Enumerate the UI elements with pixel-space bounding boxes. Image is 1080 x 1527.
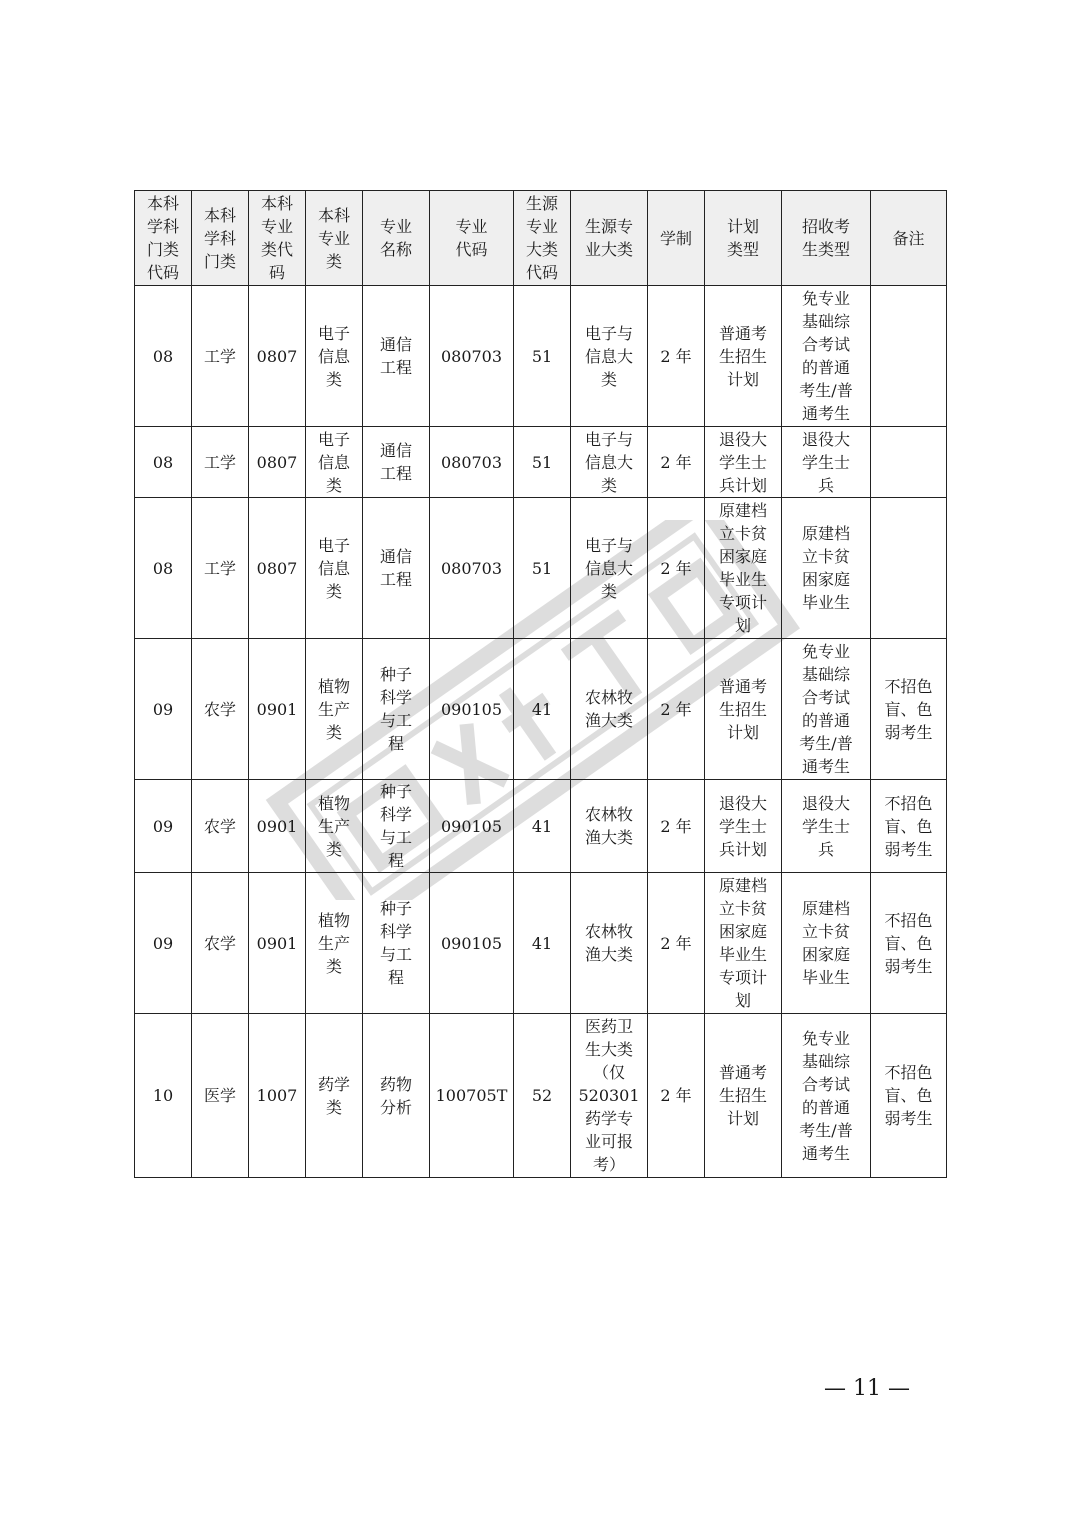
table-cell: 退役大 学生士 兵 <box>782 780 871 873</box>
table-cell: 1007 <box>249 1014 306 1178</box>
table-cell: 09 <box>135 639 192 780</box>
table-cell: 农学 <box>192 639 249 780</box>
table-cell: 植物 生产 类 <box>306 873 363 1014</box>
table-cell <box>871 427 947 498</box>
table-cell: 0807 <box>249 286 306 427</box>
header-class: 本科 专业 类 <box>306 191 363 286</box>
table-cell: 不招色 盲、色 弱考生 <box>871 1014 947 1178</box>
table-cell: 2 年 <box>648 1014 705 1178</box>
table-cell: 药物 分析 <box>363 1014 430 1178</box>
table-cell: 电子与 信息大 类 <box>571 286 648 427</box>
table-cell: 08 <box>135 286 192 427</box>
table-cell: 10 <box>135 1014 192 1178</box>
table-cell: 种子 科学 与工 程 <box>363 639 430 780</box>
table-cell <box>871 286 947 427</box>
table-cell: 电子与 信息大 类 <box>571 427 648 498</box>
table-cell: 09 <box>135 873 192 1014</box>
table-cell: 原建档 立卡贫 困家庭 毕业生 <box>782 498 871 639</box>
header-major-code: 专业 代码 <box>430 191 514 286</box>
table-cell: 免专业 基础综 合考试 的普通 考生/普 通考生 <box>782 639 871 780</box>
table-cell: 农林牧 渔大类 <box>571 639 648 780</box>
table-row <box>135 498 947 639</box>
table-cell: 退役大 学生士 兵计划 <box>705 780 782 873</box>
table-cell: 09 <box>135 780 192 873</box>
table-cell: 08 <box>135 498 192 639</box>
table-row <box>135 1014 947 1178</box>
table-cell: 农林牧 渔大类 <box>571 873 648 1014</box>
table-cell: 2 年 <box>648 780 705 873</box>
table-cell: 农林牧 渔大类 <box>571 780 648 873</box>
table-cell: 080703 <box>430 286 514 427</box>
table-cell: 不招色 盲、色 弱考生 <box>871 639 947 780</box>
table-cell: 不招色 盲、色 弱考生 <box>871 780 947 873</box>
table-cell: 2 年 <box>648 498 705 639</box>
table-row <box>135 780 947 873</box>
table-cell: 51 <box>514 427 571 498</box>
table-cell: 通信 工程 <box>363 286 430 427</box>
table-cell: 种子 科学 与工 程 <box>363 873 430 1014</box>
table-cell: 退役大 学生士 兵计划 <box>705 427 782 498</box>
table-cell: 2 年 <box>648 427 705 498</box>
table-cell: 不招色 盲、色 弱考生 <box>871 873 947 1014</box>
table-cell: 植物 生产 类 <box>306 780 363 873</box>
table-cell: 普通考 生招生 计划 <box>705 1014 782 1178</box>
table-cell: 植物 生产 类 <box>306 639 363 780</box>
table-cell: 090105 <box>430 873 514 1014</box>
table-cell: 52 <box>514 1014 571 1178</box>
table-cell: 工学 <box>192 498 249 639</box>
table-cell <box>871 498 947 639</box>
table-cell: 0901 <box>249 873 306 1014</box>
table-cell: 种子 科学 与工 程 <box>363 780 430 873</box>
table-cell: 51 <box>514 498 571 639</box>
header-category: 本科 学科 门类 <box>192 191 249 286</box>
table-cell: 2 年 <box>648 286 705 427</box>
header-duration: 学制 <box>648 191 705 286</box>
table-cell: 100705T <box>430 1014 514 1178</box>
table-cell: 080703 <box>430 427 514 498</box>
table-cell: 通信 工程 <box>363 498 430 639</box>
page-number: — 11 — <box>824 1376 910 1401</box>
table-cell: 090105 <box>430 639 514 780</box>
table-cell: 0807 <box>249 427 306 498</box>
table-cell: 免专业 基础综 合考试 的普通 考生/普 通考生 <box>782 1014 871 1178</box>
table-cell: 41 <box>514 780 571 873</box>
header-class-code: 本科 专业 类代 码 <box>249 191 306 286</box>
table-cell: 2 年 <box>648 639 705 780</box>
table-cell: 电子与 信息大 类 <box>571 498 648 639</box>
header-major-name: 专业 名称 <box>363 191 430 286</box>
table-cell: 41 <box>514 873 571 1014</box>
table-cell: 普通考 生招生 计划 <box>705 286 782 427</box>
table-cell: 0901 <box>249 780 306 873</box>
table-cell: 电子 信息 类 <box>306 286 363 427</box>
table-cell: 电子 信息 类 <box>306 498 363 639</box>
header-source-category: 生源专 业大类 <box>571 191 648 286</box>
header-category-code: 本科 学科 门类 代码 <box>135 191 192 286</box>
table-row <box>135 639 947 780</box>
header-student-type: 招收考 生类型 <box>782 191 871 286</box>
table-header-row <box>135 191 947 286</box>
table-cell: 0807 <box>249 498 306 639</box>
table-cell: 090105 <box>430 780 514 873</box>
table-cell: 农学 <box>192 873 249 1014</box>
table-cell: 51 <box>514 286 571 427</box>
table-row <box>135 873 947 1014</box>
table-cell: 农学 <box>192 780 249 873</box>
table-cell: 0901 <box>249 639 306 780</box>
table-cell: 退役大 学生士 兵 <box>782 427 871 498</box>
table-cell: 2 年 <box>648 873 705 1014</box>
table-cell: 医药卫 生大类 （仅 520301 药学专 业可报 考） <box>571 1014 648 1178</box>
enrollment-plan-table <box>134 190 947 1178</box>
table-cell: 41 <box>514 639 571 780</box>
table-cell: 08 <box>135 427 192 498</box>
table-cell: 080703 <box>430 498 514 639</box>
table-row <box>135 427 947 498</box>
header-remarks: 备注 <box>871 191 947 286</box>
table-cell: 电子 信息 类 <box>306 427 363 498</box>
table-cell: 免专业 基础综 合考试 的普通 考生/普 通考生 <box>782 286 871 427</box>
table-cell: 工学 <box>192 427 249 498</box>
table-cell: 原建档 立卡贫 困家庭 毕业生 <box>782 873 871 1014</box>
table-cell: 工学 <box>192 286 249 427</box>
table-cell: 原建档 立卡贫 困家庭 毕业生 专项计 划 <box>705 873 782 1014</box>
table-cell: 医学 <box>192 1014 249 1178</box>
table-cell: 原建档 立卡贫 困家庭 毕业生 专项计 划 <box>705 498 782 639</box>
table-cell: 通信 工程 <box>363 427 430 498</box>
table-cell: 普通考 生招生 计划 <box>705 639 782 780</box>
table-row <box>135 286 947 427</box>
table-cell: 药学 类 <box>306 1014 363 1178</box>
header-plan-type: 计划 类型 <box>705 191 782 286</box>
header-source-code: 生源 专业 大类 代码 <box>514 191 571 286</box>
